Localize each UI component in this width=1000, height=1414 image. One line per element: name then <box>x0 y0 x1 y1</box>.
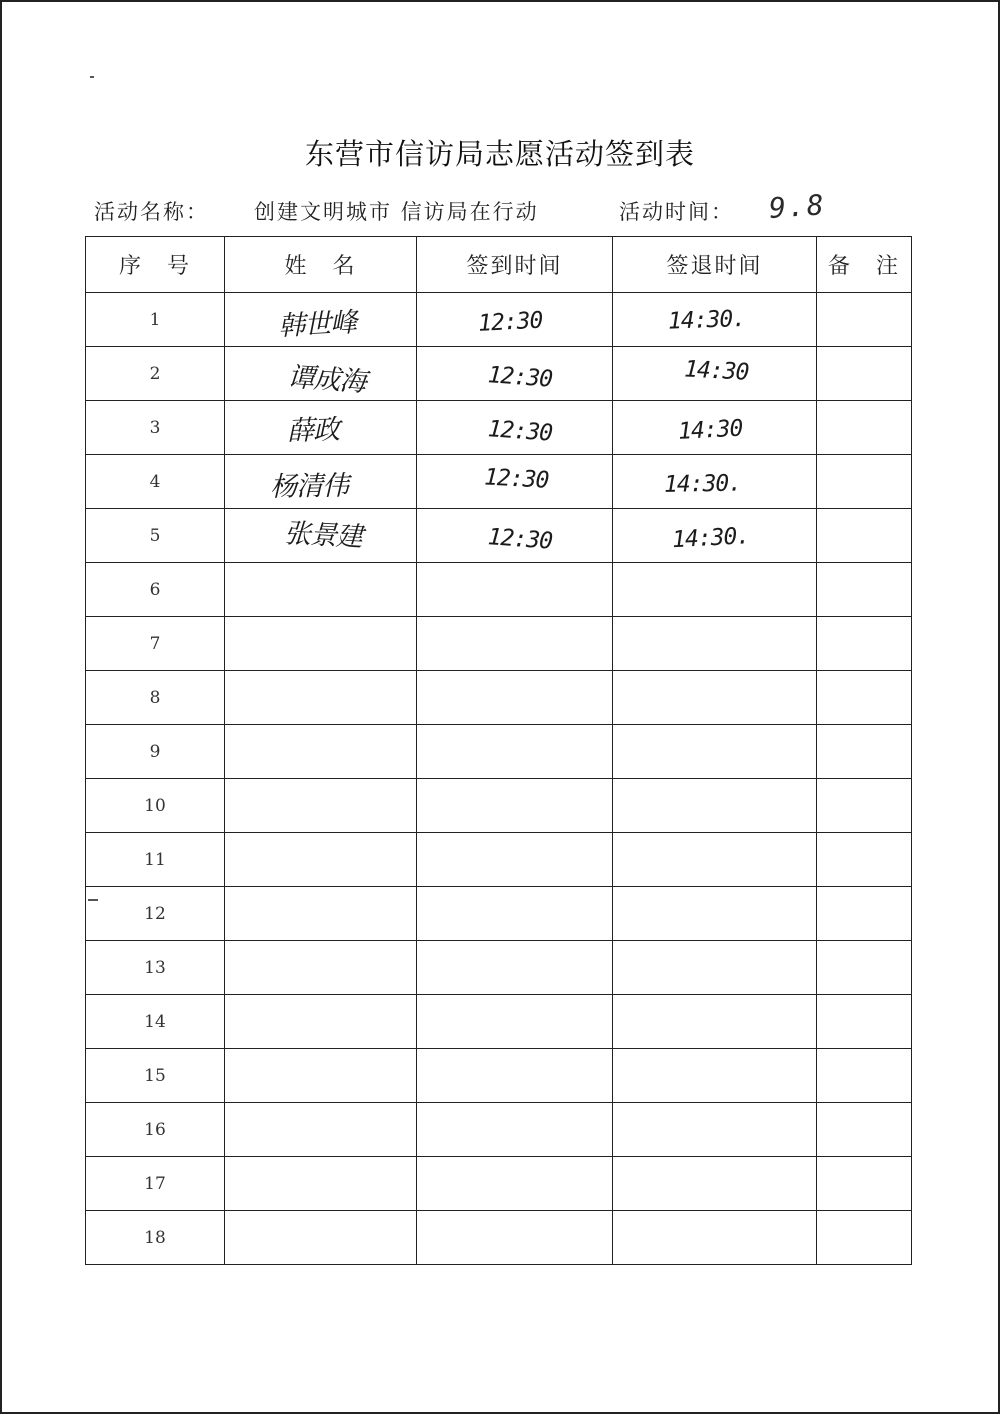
check-out-cell <box>613 509 817 563</box>
table-row <box>86 1049 912 1103</box>
check-out-cell <box>613 995 817 1049</box>
check-in-cell <box>417 1103 613 1157</box>
handwritten-check-out: 14:30 <box>677 415 744 445</box>
name-cell <box>225 1103 417 1157</box>
activity-info-row <box>94 188 894 230</box>
row-number: 16 <box>86 1103 225 1157</box>
check-in-cell <box>417 293 613 347</box>
note-cell <box>817 941 912 995</box>
check-in-cell <box>417 401 613 455</box>
note-cell <box>817 1157 912 1211</box>
check-in-cell <box>417 563 613 617</box>
check-out-cell <box>613 1211 817 1265</box>
check-in-cell <box>417 941 613 995</box>
check-in-cell <box>417 1049 613 1103</box>
name-cell <box>225 401 417 455</box>
handwritten-check-in: 12:30 <box>477 307 544 337</box>
row-number: 9 <box>86 725 225 779</box>
check-out-cell <box>613 455 817 509</box>
row-number: 5 <box>86 509 225 563</box>
header-check-out-time: 签退时间 <box>613 237 817 293</box>
row-number: 11 <box>86 833 225 887</box>
activity-time-value: 9.8 <box>767 188 827 225</box>
check-in-cell <box>417 995 613 1049</box>
check-in-cell <box>417 833 613 887</box>
name-cell <box>225 563 417 617</box>
header-serial-number: 序 号 <box>86 237 225 293</box>
check-in-cell <box>417 455 613 509</box>
check-out-cell <box>613 941 817 995</box>
handwritten-check-in: 12:30 <box>487 415 554 447</box>
name-cell <box>225 293 417 347</box>
table-row <box>86 617 912 671</box>
handwritten-name: 杨清伟 <box>269 470 348 503</box>
row-number: 6 <box>86 563 225 617</box>
table-row <box>86 995 912 1049</box>
check-in-cell <box>417 671 613 725</box>
name-cell <box>225 509 417 563</box>
table-row <box>86 941 912 995</box>
check-in-cell <box>417 617 613 671</box>
table-row <box>86 1157 912 1211</box>
header-remarks: 备 注 <box>817 237 912 293</box>
table-row <box>86 887 912 941</box>
table-header-row <box>86 237 912 293</box>
handwritten-check-in: 12:30 <box>487 361 554 393</box>
check-in-cell <box>417 509 613 563</box>
handwritten-check-in: 12:30 <box>483 463 550 494</box>
name-cell <box>225 617 417 671</box>
name-cell <box>225 671 417 725</box>
check-in-cell <box>417 1157 613 1211</box>
row-number: 7 <box>86 617 225 671</box>
handwritten-check-out: 14:30. <box>671 522 750 553</box>
check-out-cell <box>613 887 817 941</box>
note-cell <box>817 1049 912 1103</box>
table-row <box>86 563 912 617</box>
check-out-cell <box>613 563 817 617</box>
table-row <box>86 671 912 725</box>
note-cell <box>817 455 912 509</box>
table-row <box>86 347 912 401</box>
table-row <box>86 509 912 563</box>
row-number: 17 <box>86 1157 225 1211</box>
note-cell <box>817 617 912 671</box>
row-number: 14 <box>86 995 225 1049</box>
note-cell <box>817 1211 912 1265</box>
table-row <box>86 1211 912 1265</box>
handwritten-name: 谭成海 <box>286 361 367 399</box>
row-number: 3 <box>86 401 225 455</box>
sign-in-table <box>85 236 912 1265</box>
document-title: 东营市信访局志愿活动签到表 <box>304 137 695 171</box>
name-cell <box>225 455 417 509</box>
row-number: 13 <box>86 941 225 995</box>
name-cell <box>225 779 417 833</box>
check-in-cell <box>417 725 613 779</box>
check-out-cell <box>613 1049 817 1103</box>
note-cell <box>817 401 912 455</box>
handwritten-name: 张景建 <box>282 518 363 554</box>
note-cell <box>817 347 912 401</box>
check-out-cell <box>613 671 817 725</box>
name-cell <box>225 887 417 941</box>
table-row <box>86 1103 912 1157</box>
note-cell <box>817 293 912 347</box>
table-row <box>86 293 912 347</box>
activity-name-label: 活动名称： <box>94 200 209 224</box>
handwritten-name: 韩世峰 <box>277 307 357 343</box>
row-number: 4 <box>86 455 225 509</box>
row-number: 15 <box>86 1049 225 1103</box>
handwritten-check-out: 14:30 <box>683 355 750 386</box>
row-number: 8 <box>86 671 225 725</box>
table-row <box>86 401 912 455</box>
name-cell <box>225 1157 417 1211</box>
check-in-cell <box>417 779 613 833</box>
name-cell <box>225 833 417 887</box>
check-out-cell <box>613 293 817 347</box>
check-in-cell <box>417 887 613 941</box>
note-cell <box>817 995 912 1049</box>
handwritten-name: 薛政 <box>286 414 340 448</box>
check-out-cell <box>613 347 817 401</box>
scan-speck <box>90 76 94 78</box>
check-out-cell <box>613 833 817 887</box>
handwritten-check-out: 14:30. <box>667 305 746 335</box>
table-row <box>86 833 912 887</box>
check-in-cell <box>417 347 613 401</box>
table-row <box>86 779 912 833</box>
table-row <box>86 725 912 779</box>
table-row <box>86 455 912 509</box>
note-cell <box>817 833 912 887</box>
check-out-cell <box>613 779 817 833</box>
row-number: 2 <box>86 347 225 401</box>
note-cell <box>817 779 912 833</box>
name-cell <box>225 1049 417 1103</box>
row-number: 12 <box>86 887 225 941</box>
check-in-cell <box>417 1211 613 1265</box>
check-out-cell <box>613 725 817 779</box>
name-cell <box>225 995 417 1049</box>
note-cell <box>817 725 912 779</box>
check-out-cell <box>613 1157 817 1211</box>
check-out-cell <box>613 401 817 455</box>
row-number: 18 <box>86 1211 225 1265</box>
note-cell <box>817 1103 912 1157</box>
note-cell <box>817 509 912 563</box>
name-cell <box>225 941 417 995</box>
activity-time-label: 活动时间： <box>619 200 734 224</box>
note-cell <box>817 563 912 617</box>
handwritten-check-out: 14:30. <box>663 470 742 498</box>
header-name: 姓 名 <box>225 237 417 293</box>
check-out-cell <box>613 617 817 671</box>
activity-name-value: 创建文明城市 信访局在行动 <box>254 200 539 224</box>
row-number: 1 <box>86 293 225 347</box>
name-cell <box>225 347 417 401</box>
note-cell <box>817 671 912 725</box>
name-cell <box>225 1211 417 1265</box>
handwritten-check-in: 12:30 <box>487 523 554 555</box>
header-check-in-time: 签到时间 <box>417 237 613 293</box>
note-cell <box>817 887 912 941</box>
name-cell <box>225 725 417 779</box>
check-out-cell <box>613 1103 817 1157</box>
row-number: 10 <box>86 779 225 833</box>
